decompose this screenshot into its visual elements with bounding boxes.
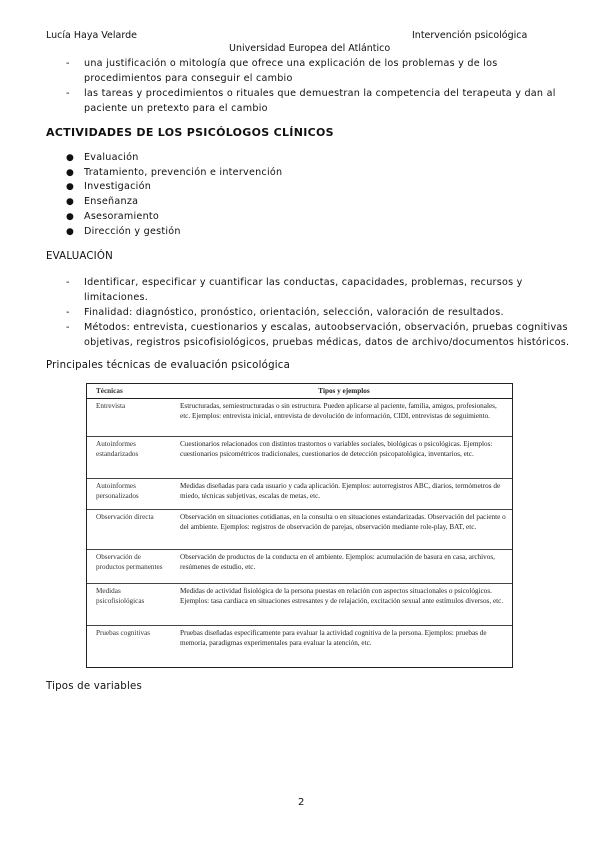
table-cell-examples: Estructuradas, semiestructuradas o sin estructura. Pueden aplicarse al paciente, familia, amigos, profesionales, etc. Ejemplos: entrevista inicial, entrevista de devolución de información, CIDI, entrevistas de seguimiento.: [180, 402, 497, 420]
list-item: ● Investigación: [66, 181, 152, 193]
table-cell-technique: Autoinformes estandarizados: [96, 440, 139, 458]
table-header-row: [87, 384, 512, 399]
list-item: - las tareas y procedimientos o rituales que demuestran la competencia del terapeuta y dan al paciente un pretexto para el cambio: [66, 88, 556, 114]
list-item: - Finalidad: diagnóstico, pronóstico, orientación, selección, valoración de resultados.: [66, 307, 504, 318]
table-cell-examples: Medidas de actividad fisiológica de la persona puestas en relación con aspectos situacionales o psicológicos. Ejemplos: tasa cardiaca en situaciones estresantes y de relajación, excitación sexual ante estímulos diversos, etc.: [180, 587, 504, 605]
list-item: ● Tratamiento, prevención e intervención: [66, 166, 283, 178]
table-row: [87, 584, 512, 626]
table-header-technique: Técnicas: [96, 387, 123, 395]
table-cell-examples: Observación de productos de la conducta en el ambiente. Ejemplos: acumulación de basura en casa, archivos, resúmenes de estudio, etc.: [180, 553, 495, 571]
table-cell-technique: Medidas psicofisiológicas: [96, 587, 145, 605]
list-item: ● Enseñanza: [66, 196, 139, 208]
table-cell-technique: Pruebas cognitivas: [96, 629, 151, 637]
intro-list: [66, 56, 571, 116]
techniques-caption: Principales técnicas de evaluación psicológica: [46, 360, 291, 371]
table-cell-technique: Observación directa: [96, 513, 154, 521]
table-row: [87, 550, 512, 584]
table-row: [87, 399, 512, 437]
variables-title: Tipos de variables: [46, 681, 142, 692]
table-cell-examples: Pruebas diseñadas específicamente para evaluar la actividad cognitiva de la persona. Ejemplos: pruebas de memoria, paradigmas experimentales para evaluar la atención, etc.: [180, 629, 487, 647]
table-row: [87, 437, 512, 479]
table-row: [87, 626, 512, 670]
activities-list: [66, 151, 282, 239]
header-university: Universidad Europea del Atlántico: [229, 43, 391, 54]
table-cell-technique: Entrevista: [96, 402, 126, 410]
page-number: 2: [298, 797, 305, 808]
table-cell-examples: Medidas diseñadas para cada usuario y cada aplicación. Ejemplos: autorregistros ABC, diarios, termómetros de miedo, técnicas subjetivas, escalas de metas, etc.: [180, 482, 501, 500]
evaluation-list: [66, 275, 571, 350]
activities-title: ACTIVIDADES DE LOS PSICÓLOGOS CLÍNICOS: [46, 126, 334, 139]
table-row: [87, 479, 512, 510]
list-item: - una justificación o mitología que ofrece una explicación de los problemas y de los procedimientos para conseguir el cambio: [66, 58, 498, 84]
techniques-table: [86, 383, 513, 668]
list-item: ● Dirección y gestión: [66, 225, 181, 237]
table-cell-examples: Cuestionarios relacionados con distintos trastornos o variables sociales, biológicas o psicológicas. Ejemplos: cuestionarios psicométricos tradicionales, cuestionarios de detección psicopatológica, inventarios, etc.: [180, 440, 493, 458]
evaluation-title: EVALUACIÓN: [46, 251, 113, 262]
list-item: - Identificar, especificar y cuantificar las conductas, capacidades, problemas, recursos y limitaciones.: [66, 277, 523, 303]
table-cell-examples: Observación en situaciones cotidianas, en la consulta o en situaciones estandarizadas. Observación del paciente o del ambiente. Ejemplos: registros de observación de parejas, observación mediante role-play, BAT, etc.: [180, 513, 506, 531]
header-subject: Intervención psicológica: [412, 30, 528, 41]
table-row: [87, 510, 512, 550]
list-item: - Métodos: entrevista, cuestionarios y escalas, autoobservación, observación, pruebas cognitivas objetivas, registros psicofisiológicos, pruebas médicas, datos de archivo/documentos históricos.: [66, 322, 570, 348]
table-cell-technique: Autoinformes personalizados: [96, 482, 139, 500]
table-header-examples: Tipos y ejemplos: [318, 387, 370, 395]
list-item: ● Evaluación: [66, 152, 139, 163]
list-item: ● Asesoramiento: [66, 210, 160, 222]
table-cell-technique: Observación de productos permanentes: [96, 553, 163, 571]
header-author: Lucía Haya Velarde: [46, 30, 137, 41]
